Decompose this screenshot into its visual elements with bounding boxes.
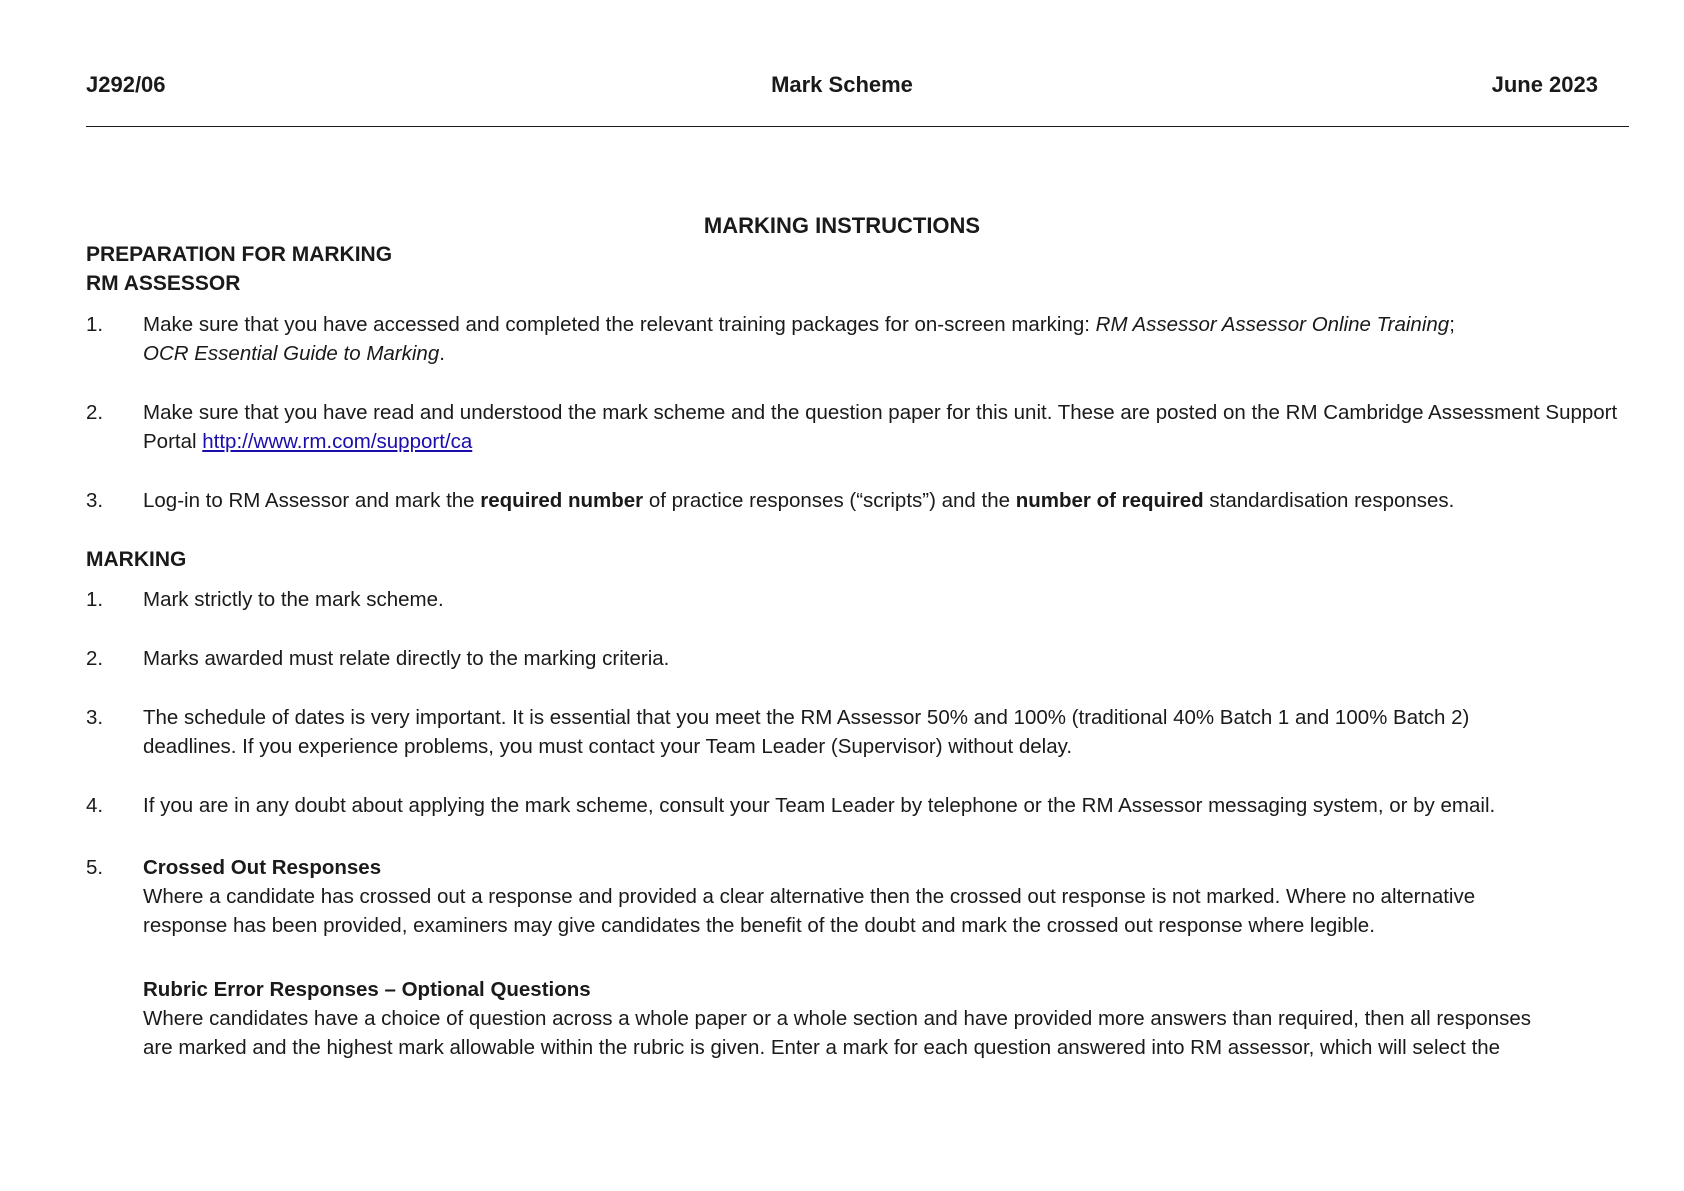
item-text [143, 703, 1684, 761]
item-text-line: The schedule of dates is very important. It is essential that you meet the RM Assessor 50% and 100% (traditional 40% Batch 1 and 100% Batch 2) [143, 706, 1470, 729]
header-divider [86, 126, 1629, 127]
support-portal-link[interactable]: http://www.rm.com/support/ca [202, 430, 473, 453]
section-heading-preparation: PREPARATION FOR MARKING [86, 243, 393, 266]
guide-name: OCR Essential Guide to Marking [143, 342, 440, 365]
item-number: 4. [86, 794, 104, 817]
item-text-part: of practice responses (“scripts”) and the [643, 489, 1016, 512]
item-text-part: . [439, 342, 445, 365]
item-text [143, 398, 1623, 456]
item-text: Marks awarded must relate directly to the marking criteria. [143, 647, 670, 670]
item-number: 3. [86, 706, 104, 729]
item-text-line: Where candidates have a choice of question across a whole paper or a whole section and have provided more answers than required, then all responses [143, 1007, 1531, 1030]
section-subheading-rm-assessor: RM ASSESSOR [86, 272, 241, 295]
item-text [143, 853, 1684, 940]
item-text [143, 486, 1684, 515]
emphasis-text: required number [480, 489, 644, 512]
section-heading-marking: MARKING [86, 548, 187, 571]
item-number: 2. [86, 401, 104, 424]
item-number: 1. [86, 313, 104, 336]
emphasis-text: number of required [1015, 489, 1204, 512]
item-number: 1. [86, 588, 104, 611]
item-text: Mark strictly to the mark scheme. [143, 588, 444, 611]
rubric-error-section [143, 975, 1643, 1062]
item-text-line: Where a candidate has crossed out a response and provided a clear alternative then the crossed out response is not marked. Where no alternative [143, 885, 1476, 908]
item-text: If you are in any doubt about applying the mark scheme, consult your Team Leader by telephone or the RM Assessor messaging system, or by email. [143, 794, 1496, 817]
item-text-part: Log-in to RM Assessor and mark the [143, 489, 481, 512]
item-text [143, 310, 1663, 368]
item-number: 3. [86, 489, 104, 512]
item-text-part: ; [1449, 313, 1455, 336]
item-text-line: deadlines. If you experience problems, you must contact your Team Leader (Supervisor) without delay. [143, 735, 1073, 758]
item-text-part: Make sure that you have accessed and completed the relevant training packages for on-screen marking: [143, 313, 1096, 336]
rubric-error-title: Rubric Error Responses – Optional Questions [143, 978, 591, 1001]
item-text-line: are marked and the highest mark allowable within the rubric is given. Enter a mark for each question answered into RM assessor, which will select the [143, 1036, 1501, 1059]
page-header [86, 70, 1598, 102]
item-text-line: response has been provided, examiners may give candidates the benefit of the doubt and mark the crossed out response where legible. [143, 914, 1375, 937]
page-title: MARKING INSTRUCTIONS [703, 213, 981, 238]
training-name: RM Assessor Assessor Online Training [1095, 313, 1450, 336]
crossed-out-responses-title: Crossed Out Responses [143, 856, 382, 879]
item-number: 5. [86, 856, 104, 879]
item-text-part: standardisation responses. [1203, 489, 1455, 512]
header-date: June 2023 [1491, 72, 1598, 97]
header-title: Mark Scheme [771, 72, 913, 97]
item-number: 2. [86, 647, 104, 670]
paper-code: J292/06 [86, 72, 166, 97]
item-text-part: Make sure that you have read and understood the mark scheme and the question paper for this unit. These are posted on the RM Cambridge Assessment Support Portal [143, 401, 1618, 453]
